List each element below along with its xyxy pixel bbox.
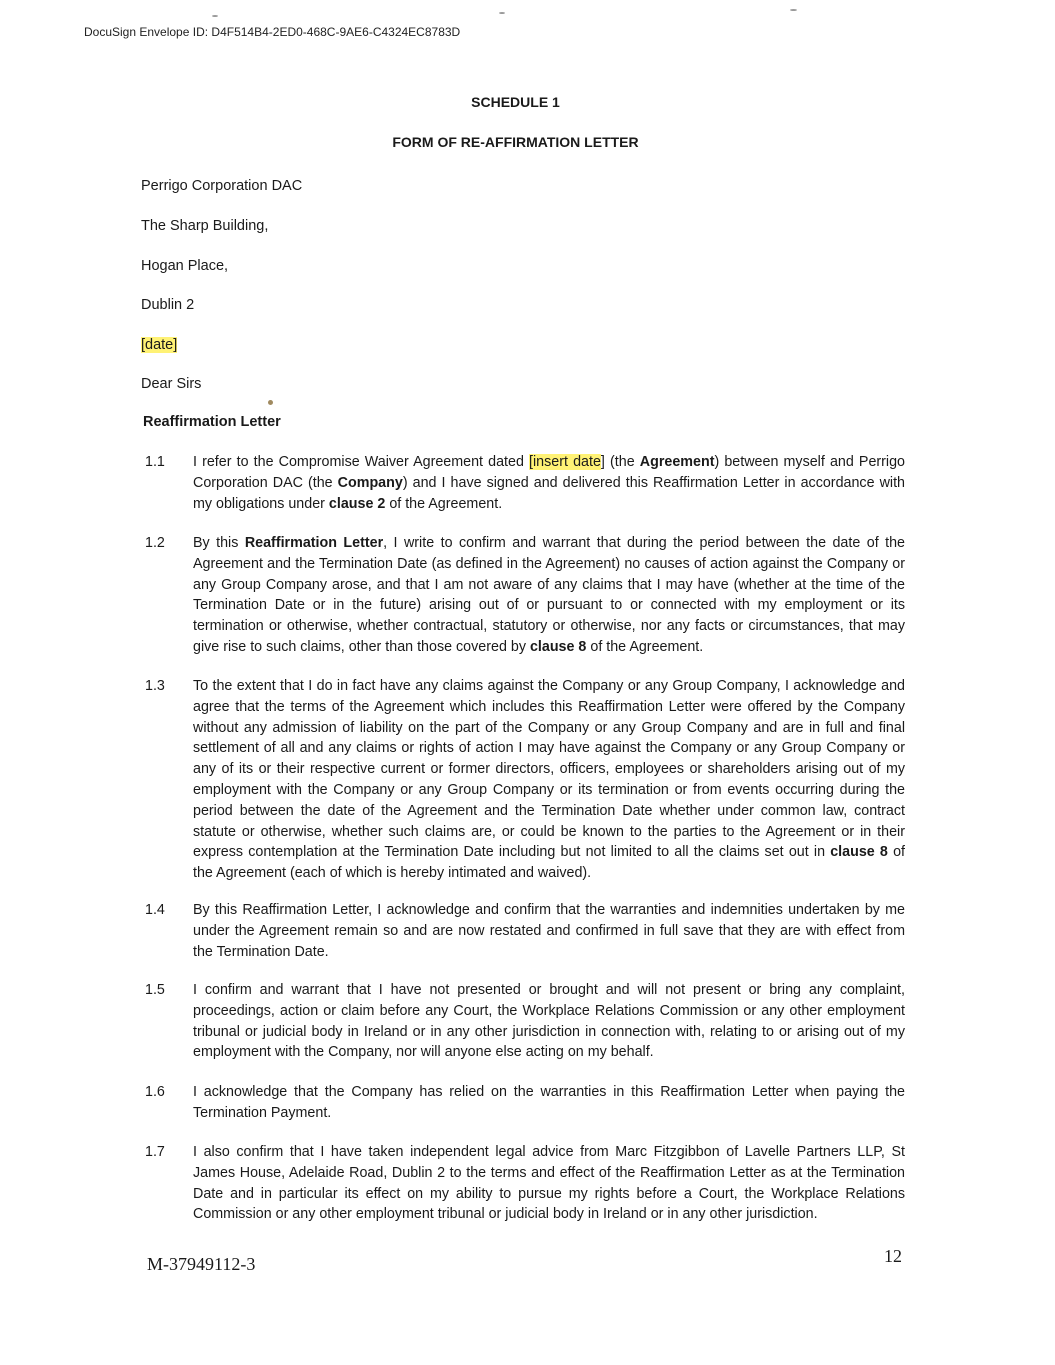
clause-text: I also confirm that I have taken independent legal advice from Marc Fitzgibbon of Lavelle Partners LLP, St James House, Adelaide Road, Dublin 2 to the terms and effect of the Reaffirmation Letter as at the Termination Date and in particular its effect on my ability to pursue my rights before a Court, the Workplace Relations Commission or any other employment tribunal or judicial body in Ireland or in any other jurisdiction. bbox=[193, 1144, 905, 1223]
address-city: Dublin 2 bbox=[141, 297, 195, 313]
clause-number: 1.6 bbox=[145, 1084, 165, 1100]
clause-text: I confirm and warrant that I have not presented or brought and will not present or bring any complaint, proceedings, action or claim before any Court, the Workplace Relations Commission or any other employment tribunal or judicial body in Ireland or in any other jurisdiction in connection with, relating to or arising out of my employment with the Company, nor will anyone else acting on my behalf. bbox=[193, 982, 905, 1061]
scan-speck bbox=[790, 9, 797, 11]
clause-1-2 bbox=[145, 533, 905, 658]
clause-1-3 bbox=[145, 676, 905, 884]
clause-number: 1.1 bbox=[145, 454, 165, 470]
scan-speck bbox=[499, 12, 505, 14]
clause-1-6 bbox=[145, 1082, 905, 1124]
clause-1-1 bbox=[145, 452, 905, 514]
clause-text: By this Reaffirmation Letter, I write to confirm and warrant that during the period between the date of the Agreement and the Termination Date (as defined in the Agreement) no causes of action against the Company or any Group Company arose, and that I am not aware of any claims that I may have (whether at the time of the Termination Date or in the future) arising out of or pursuant to or connected with my employment or its termination or otherwise, whether contractual, statutory or otherwise, nor any facts or circumstances, that may give rise to such claims, other than those covered by clause 8 of the Agreement. bbox=[193, 535, 905, 655]
clause-text: By this Reaffirmation Letter, I acknowledge and confirm that the warranties and indemnities undertaken by me under the Agreement remain so and are now restated and confirmed in full save that they are with effect from the Termination Date. bbox=[193, 902, 905, 960]
schedule-subtitle: FORM OF RE-AFFIRMATION LETTER bbox=[392, 134, 639, 150]
clause-1-7 bbox=[145, 1142, 905, 1225]
clause-text: I refer to the Compromise Waiver Agreement dated [insert date] (the Agreement) between myself and Perrigo Corporation DAC (the Company) and I have signed and delivered this Reaffirmation Letter in accordance with my obligations under clause 2 of the Agreement. bbox=[193, 454, 906, 512]
clause-text: To the extent that I do in fact have any claims against the Company or any Group Company, I acknowledge and agree that the terms of the Agreement which includes this Reaffirmation Letter were offered by the Company without any admission of liability on the part of the Company or any Group Company and are in full and final settlement of all and any claims or rights of action I may have against the Company or any Group Company or any of its or their respective current or former directors, officers, employees or shareholders arising out of my employment with the Company or any Group Company or its termination or from events occurring during the period between the date of the Agreement and the Termination Date whether under common law, contract statute or otherwise, whether such claims are, or could be known to the parties to the Agreement or in their express contemplation at the Termination Date including but not limited to all the claims set out in clause 8 of the Agreement (each of which is hereby intimated and waived). bbox=[193, 678, 906, 882]
document-reference: M-37949112-3 bbox=[147, 1254, 256, 1274]
docusign-envelope-id: DocuSign Envelope ID: D4F514B4-2ED0-468C-9AE6-C4324EC8783D bbox=[84, 25, 461, 39]
letter-heading: Reaffirmation Letter bbox=[143, 414, 281, 430]
clause-number: 1.2 bbox=[145, 535, 165, 551]
clause-1-5 bbox=[145, 980, 905, 1063]
clause-1-4 bbox=[145, 900, 905, 962]
clause-number: 1.3 bbox=[145, 678, 165, 694]
schedule-title: SCHEDULE 1 bbox=[471, 94, 560, 110]
date-highlight: [date] bbox=[141, 337, 178, 353]
scan-speck bbox=[268, 400, 273, 405]
clause-number: 1.7 bbox=[145, 1144, 165, 1160]
address-line1: The Sharp Building, bbox=[141, 218, 269, 234]
date-placeholder bbox=[141, 337, 177, 353]
clause-number: 1.4 bbox=[145, 902, 165, 918]
salutation: Dear Sirs bbox=[141, 376, 202, 392]
scan-speck bbox=[212, 15, 218, 17]
address-company: Perrigo Corporation DAC bbox=[141, 178, 303, 194]
insert-date-highlight: [insert date bbox=[529, 454, 601, 470]
page-number: 12 bbox=[884, 1246, 902, 1266]
clause-number: 1.5 bbox=[145, 982, 165, 998]
clause-text: I acknowledge that the Company has relied on the warranties in this Reaffirmation Letter when paying the Termination Payment. bbox=[193, 1084, 905, 1121]
address-line2: Hogan Place, bbox=[141, 258, 229, 274]
